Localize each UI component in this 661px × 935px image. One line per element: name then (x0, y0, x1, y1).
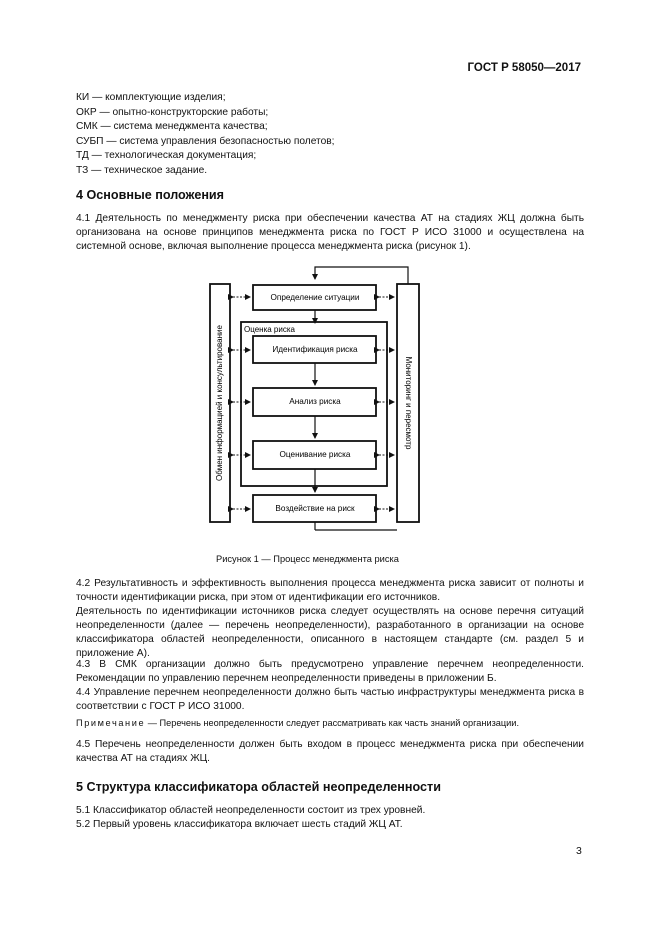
monitoring-label: Мониторинг и пересмотр (403, 356, 413, 450)
paragraph-4-4: 4.4 Управление перечнем неопределенности должно быть частью инфраструктуры менеджмента риска в соответствии с ГОСТ Р ИСО 31000. (76, 687, 584, 713)
figure-caption: Рисунок 1 — Процесс менеджмента риска (216, 554, 399, 564)
paragraph-4-1: 4.1 Деятельность по менеджменту риска при обеспечении качества АТ на стадиях ЖЦ должна быть организована на основе принципов менеджмента риска по ГОСТ Р ИСО 31000 и осуществлена на системной основе, включая выполнение процесса менеджмента риска (рисунок 1). (76, 213, 584, 253)
paragraph-5-2: 5.2 Первый уровень классификатора включает шесть стадий ЖЦ АТ. (76, 819, 403, 830)
paragraph-4-5: 4.5 Перечень неопределенности должен быть входом в процесс менеджмента риска при обеспечении качества АТ на стадиях ЖЦ. (76, 739, 584, 765)
evaluation-label: Оценивание риска (279, 450, 351, 460)
note (76, 717, 584, 730)
identification-label: Идентификация риска (272, 345, 358, 355)
analysis-label: Анализ риска (289, 397, 341, 407)
risk-process-diagram (200, 262, 440, 542)
abbreviations-list (76, 91, 335, 179)
section-5-title: 5 Структура классификатора областей неопределенности (76, 780, 441, 794)
note-label: Примечание (76, 718, 146, 728)
document-header: ГОСТ Р 58050—2017 (467, 62, 581, 74)
abbreviation-item: КИ — комплектующие изделия; (76, 92, 226, 103)
paragraph-4-2: 4.2 Результативность и эффективность выполнения процесса менеджмента риска зависит от полноты и точности идентификации риска, при этом от идентификации его источников. (76, 578, 584, 604)
abbreviation-item: ТЗ — техническое задание. (76, 164, 208, 176)
communication-label: Обмен информацией и консультирование (215, 325, 225, 481)
page-number: 3 (576, 845, 582, 857)
section-4-title: 4 Основные положения (76, 188, 225, 202)
situation-label: Определение ситуации (270, 293, 360, 303)
abbreviation-item: ТД — технологическая документация; (76, 150, 257, 162)
paragraph-4-2-b: Деятельность по идентификации источников риска следует осуществлять на основе перечня ситуаций неопределенности (далее — перечень неопределенности), разработанного в организации на основе классификатора областей неопределенности, описанного в настоящем стандарте (см. раздел 5 и приложение А). (76, 606, 584, 660)
risk-assessment-label: Оценка риска (244, 325, 295, 335)
abbreviation-item: СМК — система менеджмента качества; (76, 121, 268, 133)
treatment-label: Воздействие на риск (275, 504, 355, 514)
paragraph-4-3: 4.3 В СМК организации должно быть предусмотрено управление перечнем неопределенности. Рекомендации по управлению перечнем неопределенности приведены в приложении Б. (76, 659, 584, 685)
abbreviation-item: СУБП — система управления безопасностью полетов; (76, 135, 335, 147)
note-text: — Перечень неопределенности следует рассматривать как часть знаний организации. (147, 718, 519, 728)
paragraph-5-1: 5.1 Классификатор областей неопределенности состоит из трех уровней. (76, 805, 426, 816)
abbreviation-item: ОКР — опытно-конструкторские работы; (76, 106, 269, 118)
